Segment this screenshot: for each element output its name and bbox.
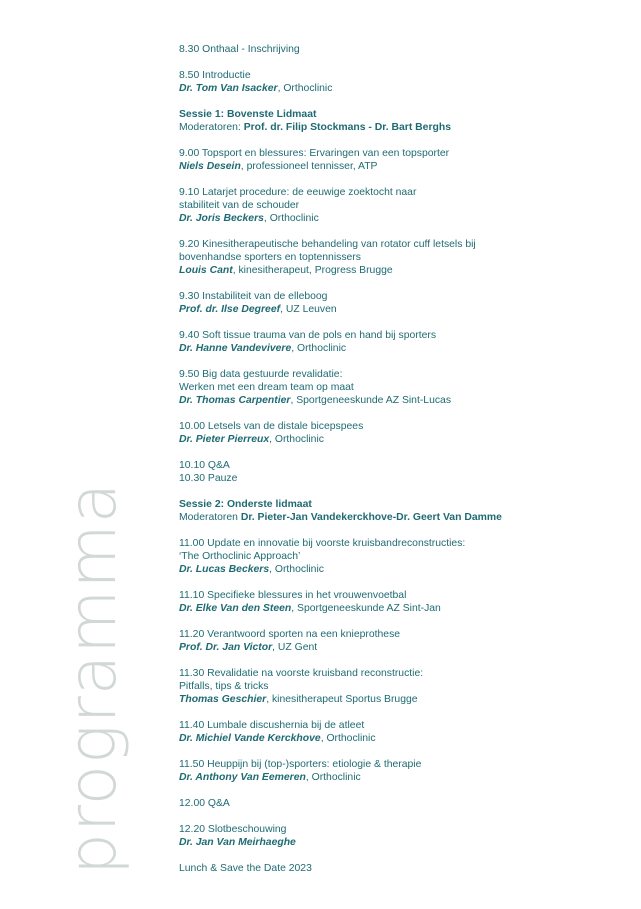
item-title-line: 12.00 Q&A (179, 798, 230, 809)
speaker-line (179, 160, 619, 173)
item-title-line: 11.10 Specifieke blessures in het vrouwenvoetbal (179, 590, 407, 601)
program-item (179, 628, 619, 654)
session-title: Sessie 2: Onderste lidmaat (179, 499, 312, 510)
item-title-line: 11.30 Revalidatie na voorste kruisband reconstructie: (179, 668, 424, 679)
program-item (179, 368, 619, 407)
speaker-name: Dr. Hanne Vandevivere (179, 343, 292, 354)
program-item (179, 147, 619, 173)
speaker-affiliation: , Orthoclinic (291, 343, 347, 354)
speaker-line (179, 641, 619, 654)
item-title-line: Lunch & Save the Date 2023 (179, 863, 312, 874)
speaker-affiliation: , kinesitherapeut, Progress Brugge (232, 265, 393, 276)
program-item (179, 589, 619, 615)
item-title-line: 10.10 Q&A (179, 460, 230, 471)
speaker-affiliation: , Orthoclinic (320, 733, 376, 744)
speaker-name: Dr. Jan Van Meirhaeghe (179, 837, 296, 848)
session-header (179, 108, 619, 134)
speaker-line (179, 563, 619, 576)
side-title-programma: programma (54, 481, 131, 875)
program-item (179, 329, 619, 355)
item-title-line: 9.20 Kinesitherapeutische behandeling van rotator cuff letsels bij (179, 239, 476, 250)
speaker-name: Dr. Pieter Pierreux (179, 434, 270, 445)
program-item (179, 862, 619, 875)
program-item (179, 238, 619, 277)
item-title-line: 8.30 Onthaal - Inschrijving (179, 44, 300, 55)
speaker-line (179, 433, 619, 446)
speaker-line (179, 342, 619, 355)
item-title-line: 12.20 Slotbeschouwing (179, 824, 287, 835)
item-title-line: 9.30 Instabiliteit van de elleboog (179, 291, 328, 302)
speaker-affiliation: , Sportgeneeskunde AZ Sint-Jan (291, 603, 441, 614)
speaker-affiliation: , UZ Gent (272, 642, 318, 653)
item-title-line: Pitfalls, tips & tricks (179, 681, 269, 692)
speaker-line (179, 212, 619, 225)
program-item (179, 797, 619, 810)
program-item (179, 667, 619, 706)
speaker-name: Dr. Anthony Van Eemeren (179, 772, 306, 783)
item-title-line: 10.30 Pauze (179, 473, 238, 484)
speaker-line (179, 771, 619, 784)
speaker-line (179, 693, 619, 706)
speaker-name: Dr. Lucas Beckers (179, 564, 270, 575)
speaker-affiliation: , Orthoclinic (269, 564, 324, 575)
program-item (179, 758, 619, 784)
program-list (179, 43, 619, 888)
speaker-name: Prof. dr. Ilse Degreef (179, 304, 281, 315)
speaker-line (179, 82, 619, 95)
moderators-names: Dr. Pieter-Jan Vandekerckhove-Dr. Geert Van Damme (240, 512, 502, 523)
speaker-line (179, 602, 619, 615)
moderators-line (179, 511, 619, 524)
item-title-line: 11.40 Lumbale discushernia bij de atleet (179, 720, 365, 731)
program-item (179, 823, 619, 849)
moderators-label: Moderatoren (179, 512, 241, 523)
speaker-affiliation: , Orthoclinic (269, 434, 324, 445)
item-title-line: 11.50 Heuppijn bij (top-)sporters: etiologie & therapie (179, 759, 422, 770)
speaker-line (179, 303, 619, 316)
speaker-line (179, 394, 619, 407)
speaker-affiliation: , Orthoclinic (263, 213, 319, 224)
item-title-line: 9.10 Latarjet procedure: de eeuwige zoektocht naar (179, 187, 417, 198)
speaker-line (179, 732, 619, 745)
speaker-affiliation: , Orthoclinic (277, 83, 333, 94)
item-title-line: 9.00 Topsport en blessures: Ervaringen van een topsporter (179, 148, 450, 159)
speaker-name: Niels Desein (179, 161, 241, 172)
speaker-affiliation: , kinesitherapeut Sportus Brugge (266, 694, 418, 705)
moderators-line (179, 121, 619, 134)
speaker-affiliation: , Sportgeneeskunde AZ Sint-Lucas (290, 395, 452, 406)
item-title-line: stabiliteit van de schouder (179, 200, 300, 211)
moderators-names: Prof. dr. Filip Stockmans - Dr. Bart Berghs (243, 122, 451, 133)
speaker-name: Thomas Geschier (179, 694, 267, 705)
item-title-line: Werken met een dream team op maat (179, 382, 354, 393)
item-title-line: ‘The Orthoclinic Approach’ (179, 551, 301, 562)
speaker-affiliation: , Orthoclinic (305, 772, 361, 783)
moderators-label: Moderatoren: (179, 122, 244, 133)
program-item (179, 69, 619, 95)
item-title-line: 10.00 Letsels van de distale bicepspees (179, 421, 364, 432)
item-title-line: 9.40 Soft tissue trauma van de pols en hand bij sporters (179, 330, 437, 341)
speaker-name: Dr. Elke Van den Steen (179, 603, 292, 614)
program-item (179, 719, 619, 745)
program-item (179, 43, 619, 56)
speaker-name: Louis Cant (179, 265, 233, 276)
item-title-line: 8.50 Introductie (179, 70, 251, 81)
item-title-line: 11.00 Update en innovatie bij voorste kruisbandreconstructies: (179, 538, 466, 549)
program-item (179, 290, 619, 316)
speaker-name: Dr. Thomas Carpentier (179, 395, 291, 406)
speaker-line (179, 836, 619, 849)
speaker-affiliation: , professioneel tennisser, ATP (240, 161, 378, 172)
speaker-name: Dr. Joris Beckers (179, 213, 264, 224)
program-item (179, 459, 619, 485)
speaker-name: Prof. Dr. Jan Victor (179, 642, 273, 653)
item-title-line: 11.20 Verantwoord sporten na een knieprothese (179, 629, 401, 640)
speaker-name: Dr. Tom Van Isacker (179, 83, 278, 94)
program-item (179, 537, 619, 576)
item-title-line: bovenhandse sporters en toptennissers (179, 252, 361, 263)
program-item (179, 186, 619, 225)
speaker-affiliation: , UZ Leuven (280, 304, 337, 315)
session-title: Sessie 1: Bovenste Lidmaat (179, 109, 317, 120)
item-title-line: 9.50 Big data gestuurde revalidatie: (179, 369, 343, 380)
program-item (179, 420, 619, 446)
speaker-line (179, 264, 619, 277)
speaker-name: Dr. Michiel Vande Kerckhove (179, 733, 321, 744)
session-header (179, 498, 619, 524)
